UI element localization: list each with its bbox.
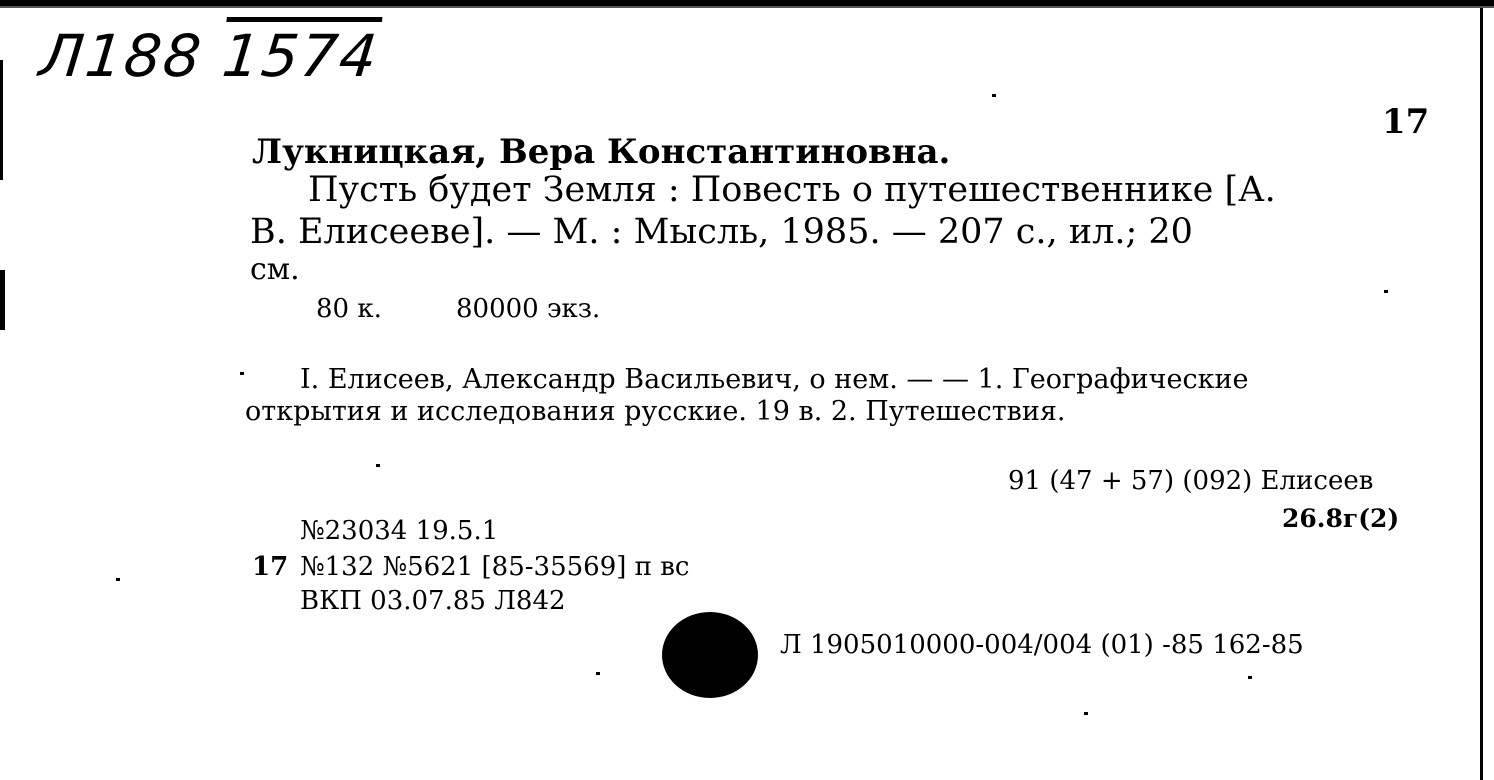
handwritten-number: 1574 bbox=[219, 22, 382, 90]
ink-blot-hole bbox=[662, 612, 758, 698]
handwritten-shelf-mark bbox=[36, 22, 382, 90]
subject-tracing-line: I. Елисеев, Александр Васильевич, о нем. — — 1. Географические bbox=[300, 364, 1249, 395]
technical-line: ВКП 03.07.85 Л842 bbox=[300, 586, 566, 616]
ink-speck bbox=[376, 464, 380, 467]
ink-speck bbox=[1384, 290, 1388, 293]
print-run: 80000 экз. bbox=[456, 294, 601, 324]
ink-speck bbox=[1248, 676, 1252, 679]
ink-speck bbox=[116, 578, 120, 581]
ink-speck bbox=[1084, 712, 1088, 715]
card-top-border-shadow bbox=[0, 6, 1494, 8]
card-number: 17 bbox=[1382, 102, 1430, 142]
price: 80 к. bbox=[316, 294, 382, 324]
technical-line: №132 №5621 [85-35569] п вс bbox=[300, 552, 690, 582]
author-heading: Лукницкая, Вера Константиновна. bbox=[252, 132, 951, 172]
ink-speck bbox=[596, 672, 600, 675]
left-edge-mark bbox=[0, 60, 3, 180]
isbn-code-line: Л 1905010000-004/004 (01) -85 162-85 bbox=[780, 630, 1304, 660]
left-edge-mark bbox=[0, 270, 5, 330]
technical-line: №23034 19.5.1 bbox=[300, 516, 499, 546]
classification-code: 91 (47 + 57) (092) Елисеев bbox=[1008, 466, 1374, 496]
ink-speck bbox=[992, 94, 996, 97]
classification-subcode: 26.8г(2) bbox=[1282, 504, 1400, 533]
handwritten-code: Л188 bbox=[36, 22, 206, 90]
technical-line-prefix: 17 bbox=[252, 552, 289, 582]
subject-tracing-line: открытия и исследования русские. 19 в. 2. Путешествия. bbox=[245, 396, 1066, 427]
title-line: В. Елисееве]. — М. : Мысль, 1985. — 207 с., ил.; 20 bbox=[250, 212, 1193, 252]
card-right-border bbox=[1480, 8, 1483, 780]
ink-speck bbox=[240, 372, 244, 375]
title-line: см. bbox=[250, 252, 300, 287]
title-line: Пусть будет Земля : Повесть о путешественнике [А. bbox=[308, 170, 1276, 210]
